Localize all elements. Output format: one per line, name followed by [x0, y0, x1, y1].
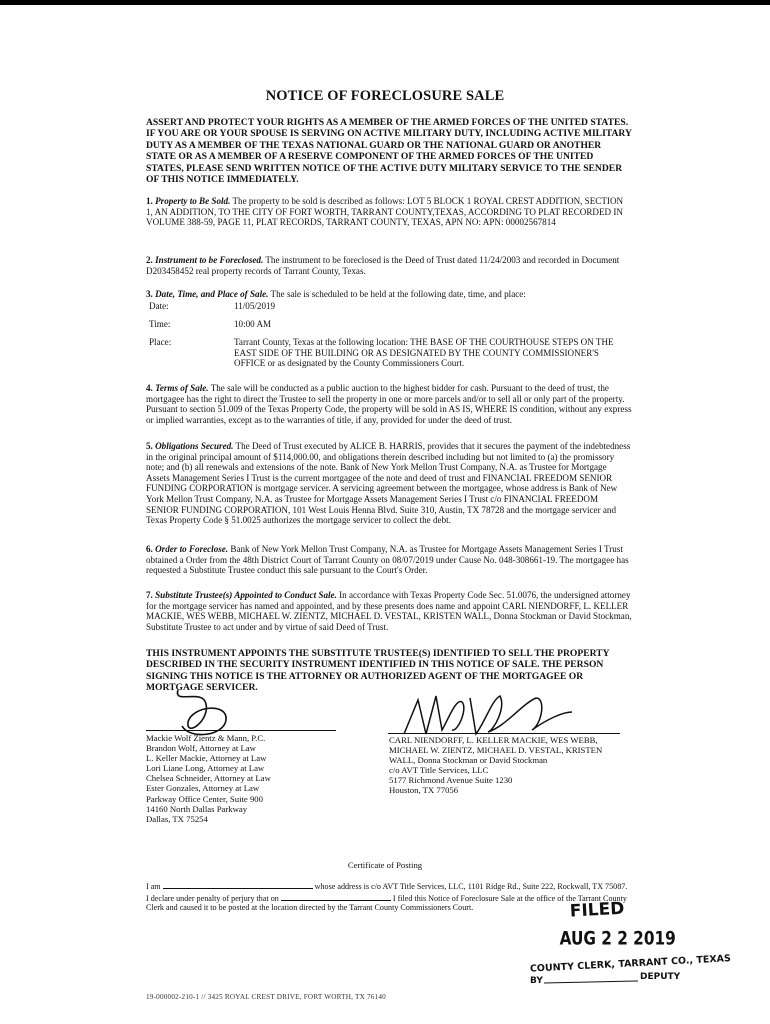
- sale-time-label: Time:: [149, 319, 171, 329]
- section-text: The property to be sold is described as follows: LOT 5 BLOCK 1 ROYAL CREST ADDITION, SECTION 1, AN ADDITION, TO THE CITY OF FORT WORTH, TARRANT COUNTY,TEXAS, ACCORDING TO PLAT RECORDED IN VOLUME 388-59, PAGE 11, PLAT RECORDS, TARRANT COUNTY, TEXAS, APN NO: APN: 00002567814: [146, 196, 624, 228]
- section-text: In accordance with Texas Property Code Sec. 51.0076, the undersigned attorney for the mortgage servicer has named and appointed, and by these presents does name and appoint CARL NIENDORFF, L. KELLER MACKIE, WES WEBB, MICHAEL W. ZIENTZ, MICHAEL D. VESTAL, KRISTEN WALL, Donna Stockman or David Stockman, Substitute Trustee to act under and by virtue of said Deed of Trust.: [146, 590, 632, 632]
- section-number: 6.: [146, 544, 153, 554]
- appointment-notice: THIS INSTRUMENT APPOINTS THE SUBSTITUTE TRUSTEE(S) IDENTIFIED TO SELL THE PROPERTY DESCRIBED IN THE SECURITY INSTRUMENT IDENTIFIED IN THIS NOTICE OF SALE. THE PERSON SIGNING THIS NOTICE IS THE ATTORNEY OR AUTHORIZED AGENT OF THE MORTGAGEE OR MORTGAGE SERVICER.: [146, 648, 610, 694]
- county-clerk-filed-stamp: [520, 893, 732, 988]
- attorney-signature-line: [146, 730, 336, 731]
- certificate-title: Certificate of Posting: [347, 860, 423, 870]
- stamp-filed: FILED: [569, 898, 625, 922]
- stamp-deputy: DEPUTY: [640, 972, 681, 982]
- section-number: 4.: [146, 383, 153, 393]
- military-service-notice: ASSERT AND PROTECT YOUR RIGHTS AS A MEMBER OF THE ARMED FORCES OF THE UNITED STATES. IF YOU ARE OR YOUR SPOUSE IS SERVING ON ACTIVE MILITARY DUTY, INCLUDING ACTIVE MILITARY DUTY AS A MEMBER OF THE TEXAS NATIONAL GUARD OR THE NATIONAL GUARD OR ANOTHER STATE OR AS A MEMBER OF A RESERVE COMPONENT OF THE ARMED FORCES OF THE UNITED STATES, PLEASE SEND WRITTEN NOTICE OF THE ACTIVE DUTY MILITARY SERVICE TO THE SENDER OF THIS NOTICE IMMEDIATELY.: [146, 117, 632, 186]
- section-heading: Date, Time, and Place of Sale.: [155, 289, 269, 299]
- section-property-to-be-sold: [146, 196, 632, 228]
- section-number: 2.: [146, 255, 153, 265]
- posting-date-blank[interactable]: [281, 892, 391, 901]
- section-text: Bank of New York Mellon Trust Company, N.A. as Trustee for Mortgage Assets Management Series I Trust obtained a Order from the 48th District Court of Tarrant County on 08/07/2019 under Cause No. 048-308661-19. The mortgagee has requested a Substitute Trustee conduct this sale pursuant to the Court's Order.: [146, 544, 629, 576]
- sale-date-label: Date:: [149, 301, 169, 311]
- section-text: The sale is scheduled to be held at the following date, time, and place:: [268, 289, 526, 299]
- trustee-block: CARL NIENDORFF, L. KELLER MACKIE, WES WEBB, MICHAEL W. ZIENTZ, MICHAEL D. VESTAL, KRISTEN WALL, Donna Stockman or David Stockman c/o AVT Title Services, LLC 5177 Richmond Avenue Suite 1230 Houston, TX 77056: [389, 735, 603, 796]
- section-number: 5.: [146, 441, 153, 451]
- certificate-i-am: I am: [146, 882, 161, 891]
- trustee-signature-line: [388, 733, 620, 734]
- section-heading: Instrument to be Foreclosed.: [155, 255, 264, 265]
- sale-place-label: Place:: [149, 337, 172, 347]
- poster-name-blank[interactable]: [163, 880, 313, 889]
- stamp-date: AUG 2 2 2019: [559, 927, 676, 951]
- section-text: The Deed of Trust executed by ALICE B. HARRIS, provides that it secures the payment of the indebtedness in the original principal amount of $114,000.00, and obligations therein described including but not limited to (a) the promissory note; and (b) all renewals and extensions of the note. Bank of New York Mellon Trust Company, N.A. as Trustee for Mortgage Assets Management Series I Trust is the current mortgagee of the note and deed of trust and FINANCIAL FREEDOM SENIOR FUNDING CORPORATION is mortgage servicer. A servicing agreement between the mortgagee, whose address is Bank of New York Mellon Trust Company, N.A. as Trustee for Mortgage Assets Management Series I Trust c/o FINANCIAL FREEDOM SENIOR FUNDING CORPORATION, 101 West Louis Henna Blvd. Suite 310, Austin, TX 78728 and the mortgage servicer and Texas Property Code § 51.0025 authorizes the mortgage servicer to collect the debt.: [146, 441, 631, 526]
- scan-edge: [0, 0, 770, 5]
- section-terms-of-sale: [146, 383, 632, 425]
- section-order-to-foreclose: [146, 544, 632, 576]
- section-obligations-secured: [146, 441, 632, 526]
- section-heading: Order to Foreclose.: [155, 544, 229, 554]
- certificate-filed-text: I filed this Notice of Foreclosure Sale at the office of the Tarrant County Clerk and caused it to be posted at the location directed by the Tarrant County Commissioners Court.: [146, 893, 627, 913]
- sale-date-value: 11/05/2019: [234, 301, 276, 311]
- section-instrument-to-be-foreclosed: [146, 255, 632, 276]
- section-number: 1.: [146, 196, 153, 206]
- attorney-block: Mackie Wolf Zientz & Mann, P.C. Brandon Wolf, Attorney at Law L. Keller Mackie, Attorney at Law Lori Liane Long, Attorney at Law Chelsea Schneider, Attorney at Law Ester Gonzales, Attorney at Law Parkway Office Center, Suite 900 14160 North Dallas Parkway Dallas, TX 75254: [146, 733, 271, 824]
- section-text: The sale will be conducted as a public auction to the highest bidder for cash. Pursuant to the deed of trust, the mortgagee has the right to direct the Trustee to sell the property in one or more parcels and/or to sell all or only part of the property. Pursuant to section 51.009 of the Texas Property Code, the property will be sold in AS IS, WHERE IS condition, without any express or implied warranties, except as to the warranties of title, if any, provided for under the deed of trust.: [146, 383, 632, 425]
- section-text: The instrument to be foreclosed is the Deed of Trust dated 11/24/2003 and recorded in Document D203458452 real property records of Tarrant County, Texas.: [146, 255, 620, 276]
- section-number: 3.: [146, 289, 153, 299]
- sale-place-value: Tarrant County, Texas at the following location: THE BASE OF THE COURTHOUSE STEPS ON THE EAST SIDE OF THE BUILDING OR AS DESIGNATED BY THE COUNTY COMMISSIONER'S OFFICE or as designated by the County Commissioners Court.: [234, 337, 614, 369]
- section-heading: Obligations Secured.: [155, 441, 234, 451]
- stamp-by: BY: [530, 976, 543, 986]
- section-substitute-trustees: [146, 590, 632, 632]
- section-date-time-place: [146, 289, 632, 300]
- document-title: NOTICE OF FORECLOSURE SALE: [265, 88, 505, 104]
- certificate-address-text: whose address is c/o AVT Title Services, LLC, 1101 Ridge Rd., Suite 222, Rockwall, TX 75087. I declare under penalty of perjury that on: [146, 882, 628, 903]
- sale-time-value: 10:00 AM: [234, 319, 272, 329]
- document-footer: 19-000002-210-1 // 3425 ROYAL CREST DRIVE, FORT WORTH, TX 76140: [146, 993, 386, 1001]
- section-heading: Terms of Sale.: [155, 383, 209, 393]
- section-heading: Property to Be Sold.: [155, 196, 231, 206]
- section-heading: Substitute Trustee(s) Appointed to Conduct Sale.: [155, 590, 337, 600]
- stamp-clerk: COUNTY CLERK, TARRANT CO., TEXAS: [529, 953, 732, 975]
- section-number: 7.: [146, 590, 153, 600]
- attorney-signature: [168, 680, 258, 740]
